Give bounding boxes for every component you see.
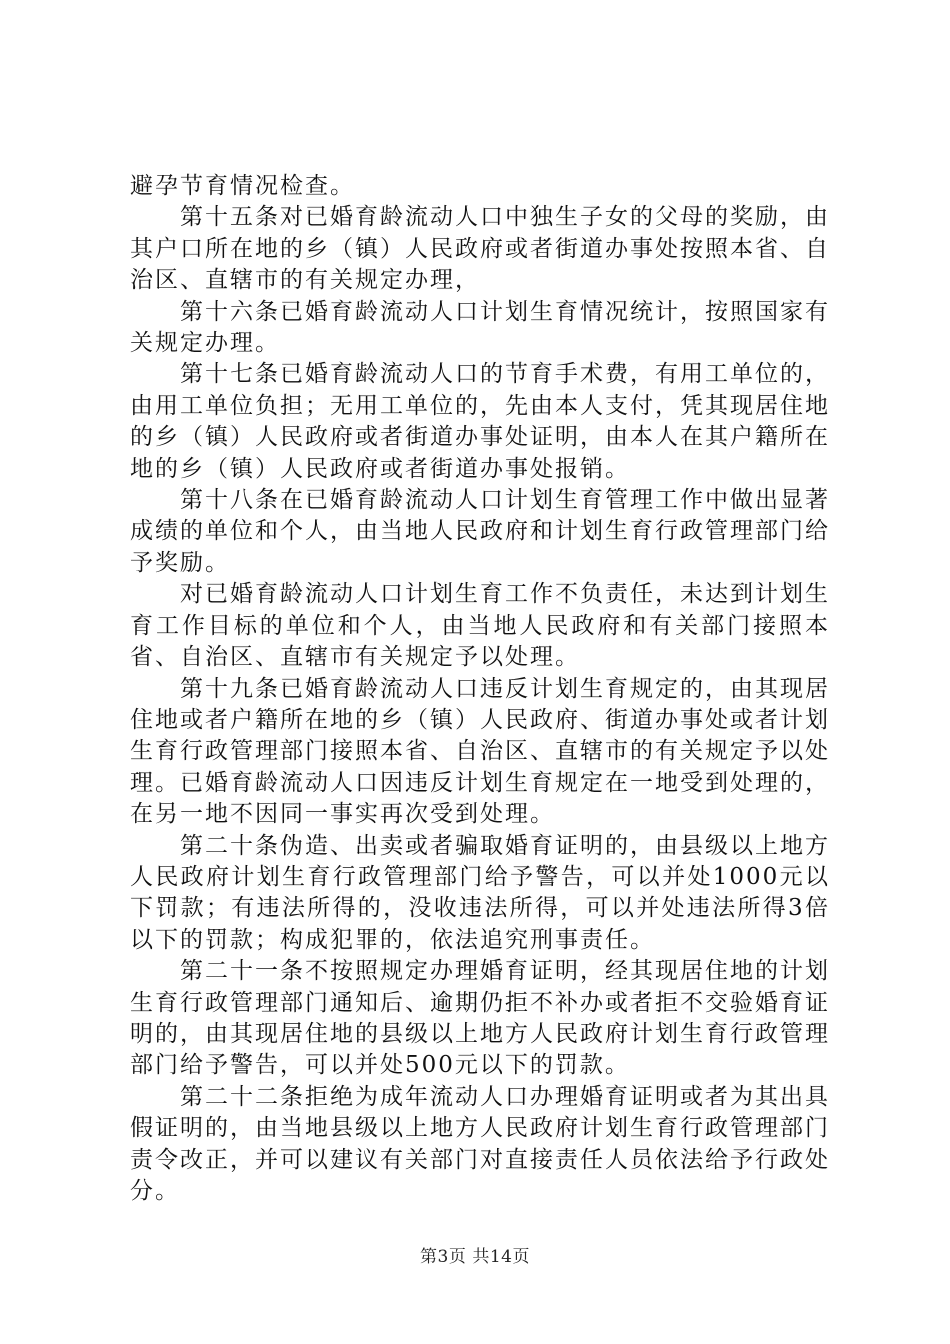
paragraph-article-18-penalty: 对已婚育龄流动人口计划生育工作不负责任，未达到计划生育工作目标的单位和个人，由当地人民政府和有关部门接照本省、自治区、直辖市有关规定予以处理。 [130,581,830,671]
paragraph-continuation: 避孕节育情况检查。 [130,173,355,199]
page-number: 第3页 [420,1247,467,1267]
paragraph-article-15: 第十五条对已婚育龄流动人口中独生子女的父母的奖励，由其户口所在地的乡（镇）人民政府或者街道办事处按照本省、自治区、直辖市的有关规定办理， [130,204,830,294]
paragraph-article-17: 第十七条已婚育龄流动人口的节育手术费，有用工单位的，由用工单位负担；无用工单位的，先由本人支付，凭其现居住地的乡（镇）人民政府或者街道办事处证明，由本人在其户籍所在地的乡（镇）人民政府或者街道办事处报销。 [130,361,830,482]
document-body [130,171,830,1207]
paragraph-article-18: 第十八条在已婚育龄流动人口计划生育管理工作中做出显著成绩的单位和个人，由当地人民政府和计划生育行政管理部门给予奖励。 [130,487,830,576]
page-total: 共14页 [472,1247,530,1267]
paragraph-article-21: 第二十一条不按照规定办理婚育证明，经其现居住地的计划生育行政管理部门通知后、逾期仍拒不补办或者拒不交验婚育证明的，由其现居住地的县级以上地方人民政府计划生育行政管理部门给予警告，可以并处500元以下的罚款。 [130,958,830,1079]
paragraph-article-20: 第二十条伪造、出卖或者骗取婚育证明的，由县级以上地方人民政府计划生育行政管理部门给予警告，可以并处1000元以下罚款；有违法所得的，没收违法所得，可以并处违法所得3倍以下的罚款；构成犯罪的，依法追究刑事责任。 [130,832,830,953]
paragraph-article-16: 第十六条已婚育龄流动人口计划生育情况统计，按照国家有关规定办理。 [130,298,830,357]
page-footer [0,1242,950,1267]
paragraph-article-19: 第十九条已婚育龄流动人口违反计划生育规定的，由其现居住地或者户籍所在地的乡（镇）人民政府、街道办事处或者计划生育行政管理部门接照本省、自治区、直辖市的有关规定予以处理。已婚育龄流动人口因违反计划生育规定在一地受到处理的，在另一地不因同一事实再次受到处理。 [130,675,830,828]
paragraph-article-22: 第二十二条拒绝为成年流动人口办理婚育证明或者为其出具假证明的，由当地县级以上地方人民政府计划生育行政管理部门责令改正，并可以建议有关部门对直接责任人员依法给予行政处分。 [130,1083,830,1204]
